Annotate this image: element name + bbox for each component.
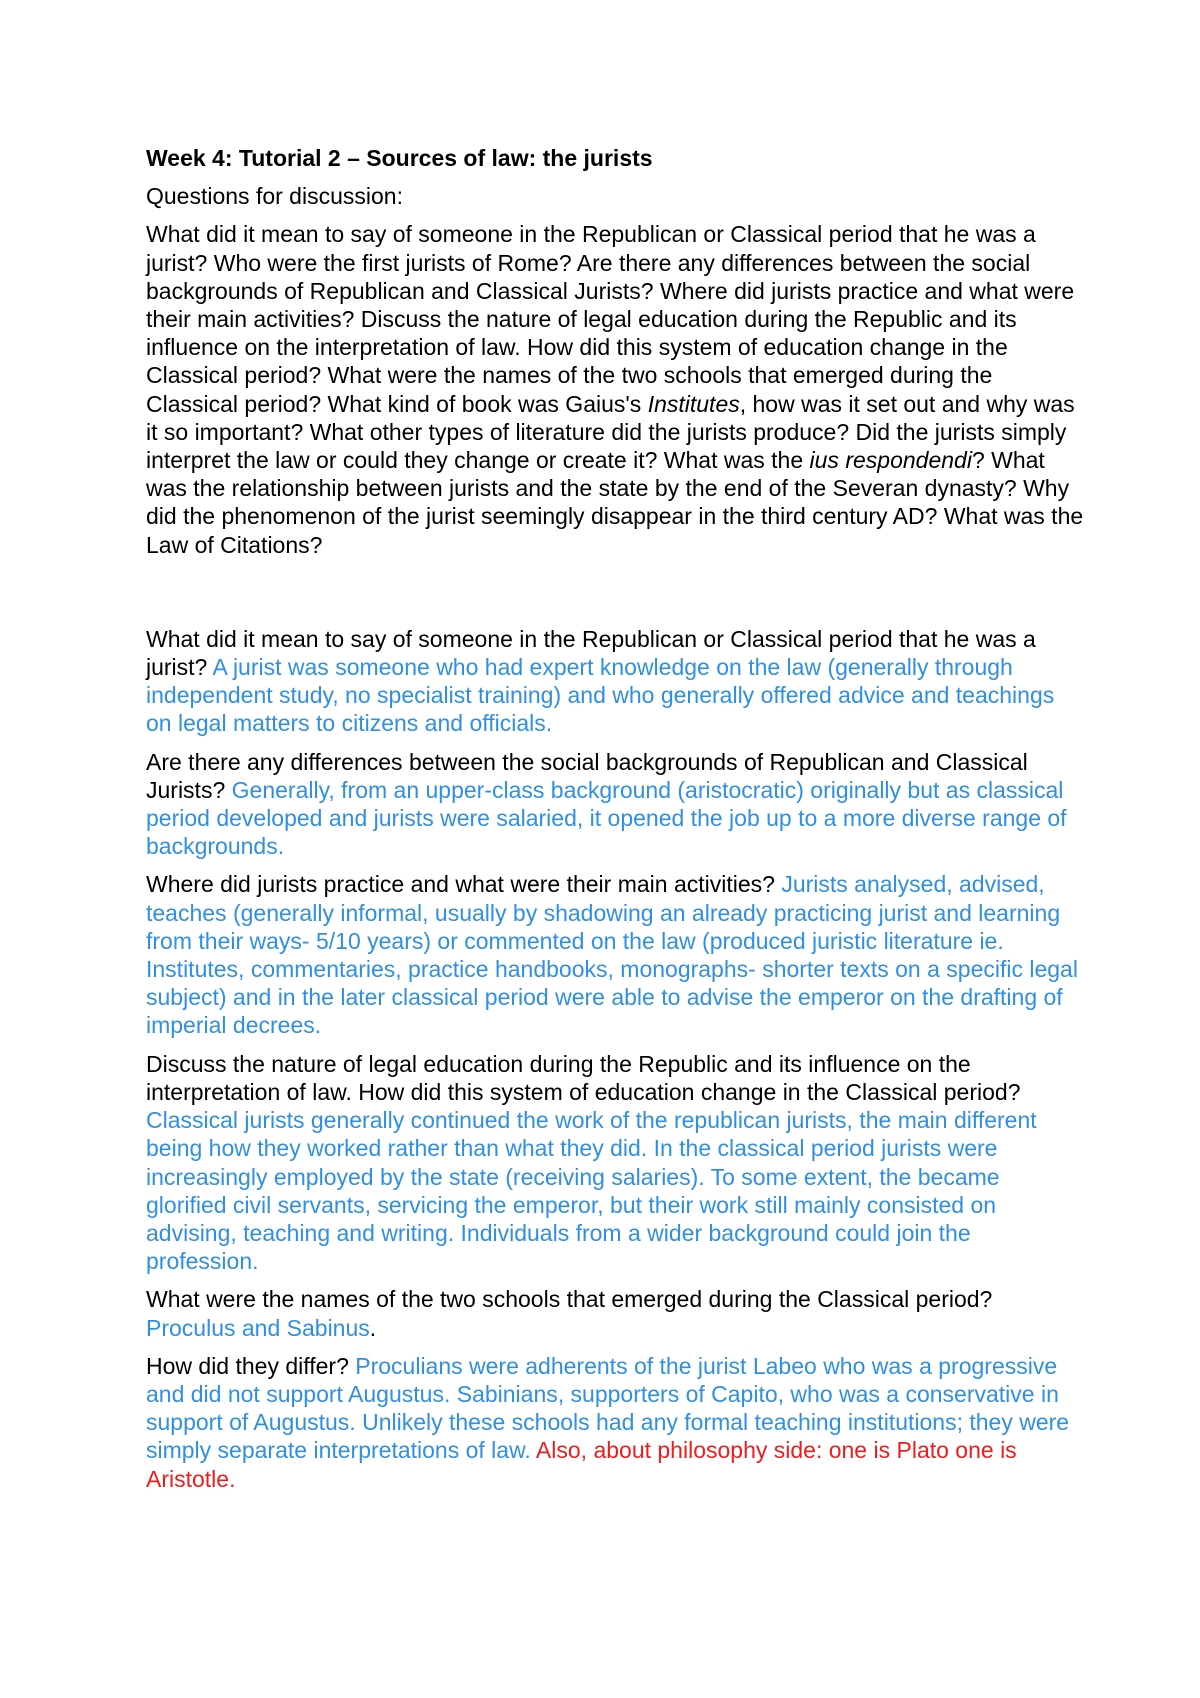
document-page	[146, 144, 1086, 1503]
qa-paragraph-1	[146, 625, 1086, 738]
intro-italic-ius-respondendi: ius respondendi	[809, 447, 972, 474]
qa-answer: A jurist was someone who had expert knowledge on the law (generally through independent study, no specialist training) and who generally offered advice and teachings on legal matters to citizens and officials.	[146, 654, 1055, 737]
qa-trailing-period: .	[369, 1314, 377, 1341]
qa-question: Discuss the nature of legal education during the Republic and its influence on the interpretation of law. How did this system of education change in the Classical period?	[146, 1050, 1021, 1105]
qa-answer: Generally, from an upper-class background (aristocratic) originally but as classical period developed and jurists were salaried, it opened the job up to a more diverse range of backgrounds.	[146, 776, 1067, 860]
qa-question: How did they differ?	[146, 1352, 356, 1379]
qa-paragraph-4	[146, 1050, 1086, 1276]
subtitle: Questions for discussion:	[146, 183, 403, 210]
qa-answer: Jurists analysed, advised, teaches (generally informal, usually by shadowing an already practicing jurist and learning from their ways- 5/10 years) or commented on the law (produced juristic literature ie. Institutes, commentaries, practice handbooks, monographs- shorter texts on a specific legal subject) and in the later classical period were able to advise the emperor on the drafting of imperial decrees.	[146, 871, 1078, 1039]
qa-question: What did it mean to say of someone in the Republican or Classical period that he was a jurist?	[146, 625, 1036, 681]
qa-answer: Proculus and Sabinus	[146, 1314, 370, 1341]
qa-question: Where did jurists practice and what were their main activities?	[146, 871, 782, 898]
qa-paragraph-6	[146, 1352, 1086, 1493]
page-title: Week 4: Tutorial 2 – Sources of law: the jurists	[146, 145, 653, 171]
intro-text-1: What did it mean to say of someone in the Republican or Classical period that he was a jurist? Who were the first jurists of Rome? Are there any differences between the social backgrounds of Republican and Classical Jurists? Where did jurists practice and what were their main activities? Discuss the nature of legal education during the Republic and its influence on the interpretation of law. How did this system of education change in the Classical period? What were the names of the two schools that emerged during the Classical period? What kind of book was Gaius's	[146, 221, 1075, 417]
intro-text-3: ? What was the relationship between jurists and the state by the end of the Severan dynasty? Why did the phenomenon of the jurist seemingly disappear in the third century AD? What was the Law of Citations?	[146, 447, 1084, 558]
qa-note-red: Also, about philosophy side: one is Plato one is Aristotle.	[146, 1437, 1017, 1492]
qa-answer: Classical jurists generally continued the work of the republican jurists, the main different being how they worked rather than what they did. In the classical period jurists were increasingly employed by the state (receiving salaries). To some extent, the became glorified civil servants, servicing the emperor, but their work still mainly consisted on advising, teaching and writing. Individuals from a wider background could join the profession.	[146, 1107, 1037, 1275]
qa-paragraph-2	[146, 748, 1086, 861]
intro-italic-institutes: Institutes	[647, 390, 740, 417]
qa-paragraph-5	[146, 1285, 1086, 1341]
qa-answer: Proculians were adherents of the jurist Labeo who was a progressive and did not support Augustus. Sabinians, supporters of Capito, who was a conservative in support of Augustus. Unlikely these schools had any formal teaching institutions; they were simply separate interpretations of law.	[146, 1352, 1070, 1464]
intro-text-2: , how was it set out and why was it so important? What other types of literature did the jurists produce? Did the jurists simply interpret the law or could they change or create it? What was the	[146, 390, 1075, 474]
qa-question: What were the names of the two schools that emerged during the Classical period?	[146, 1286, 993, 1313]
intro-questions	[146, 220, 1086, 558]
qa-question: Are there any differences between the social backgrounds of Republican and Classical Jurists?	[146, 748, 1028, 803]
qa-paragraph-3	[146, 870, 1086, 1039]
